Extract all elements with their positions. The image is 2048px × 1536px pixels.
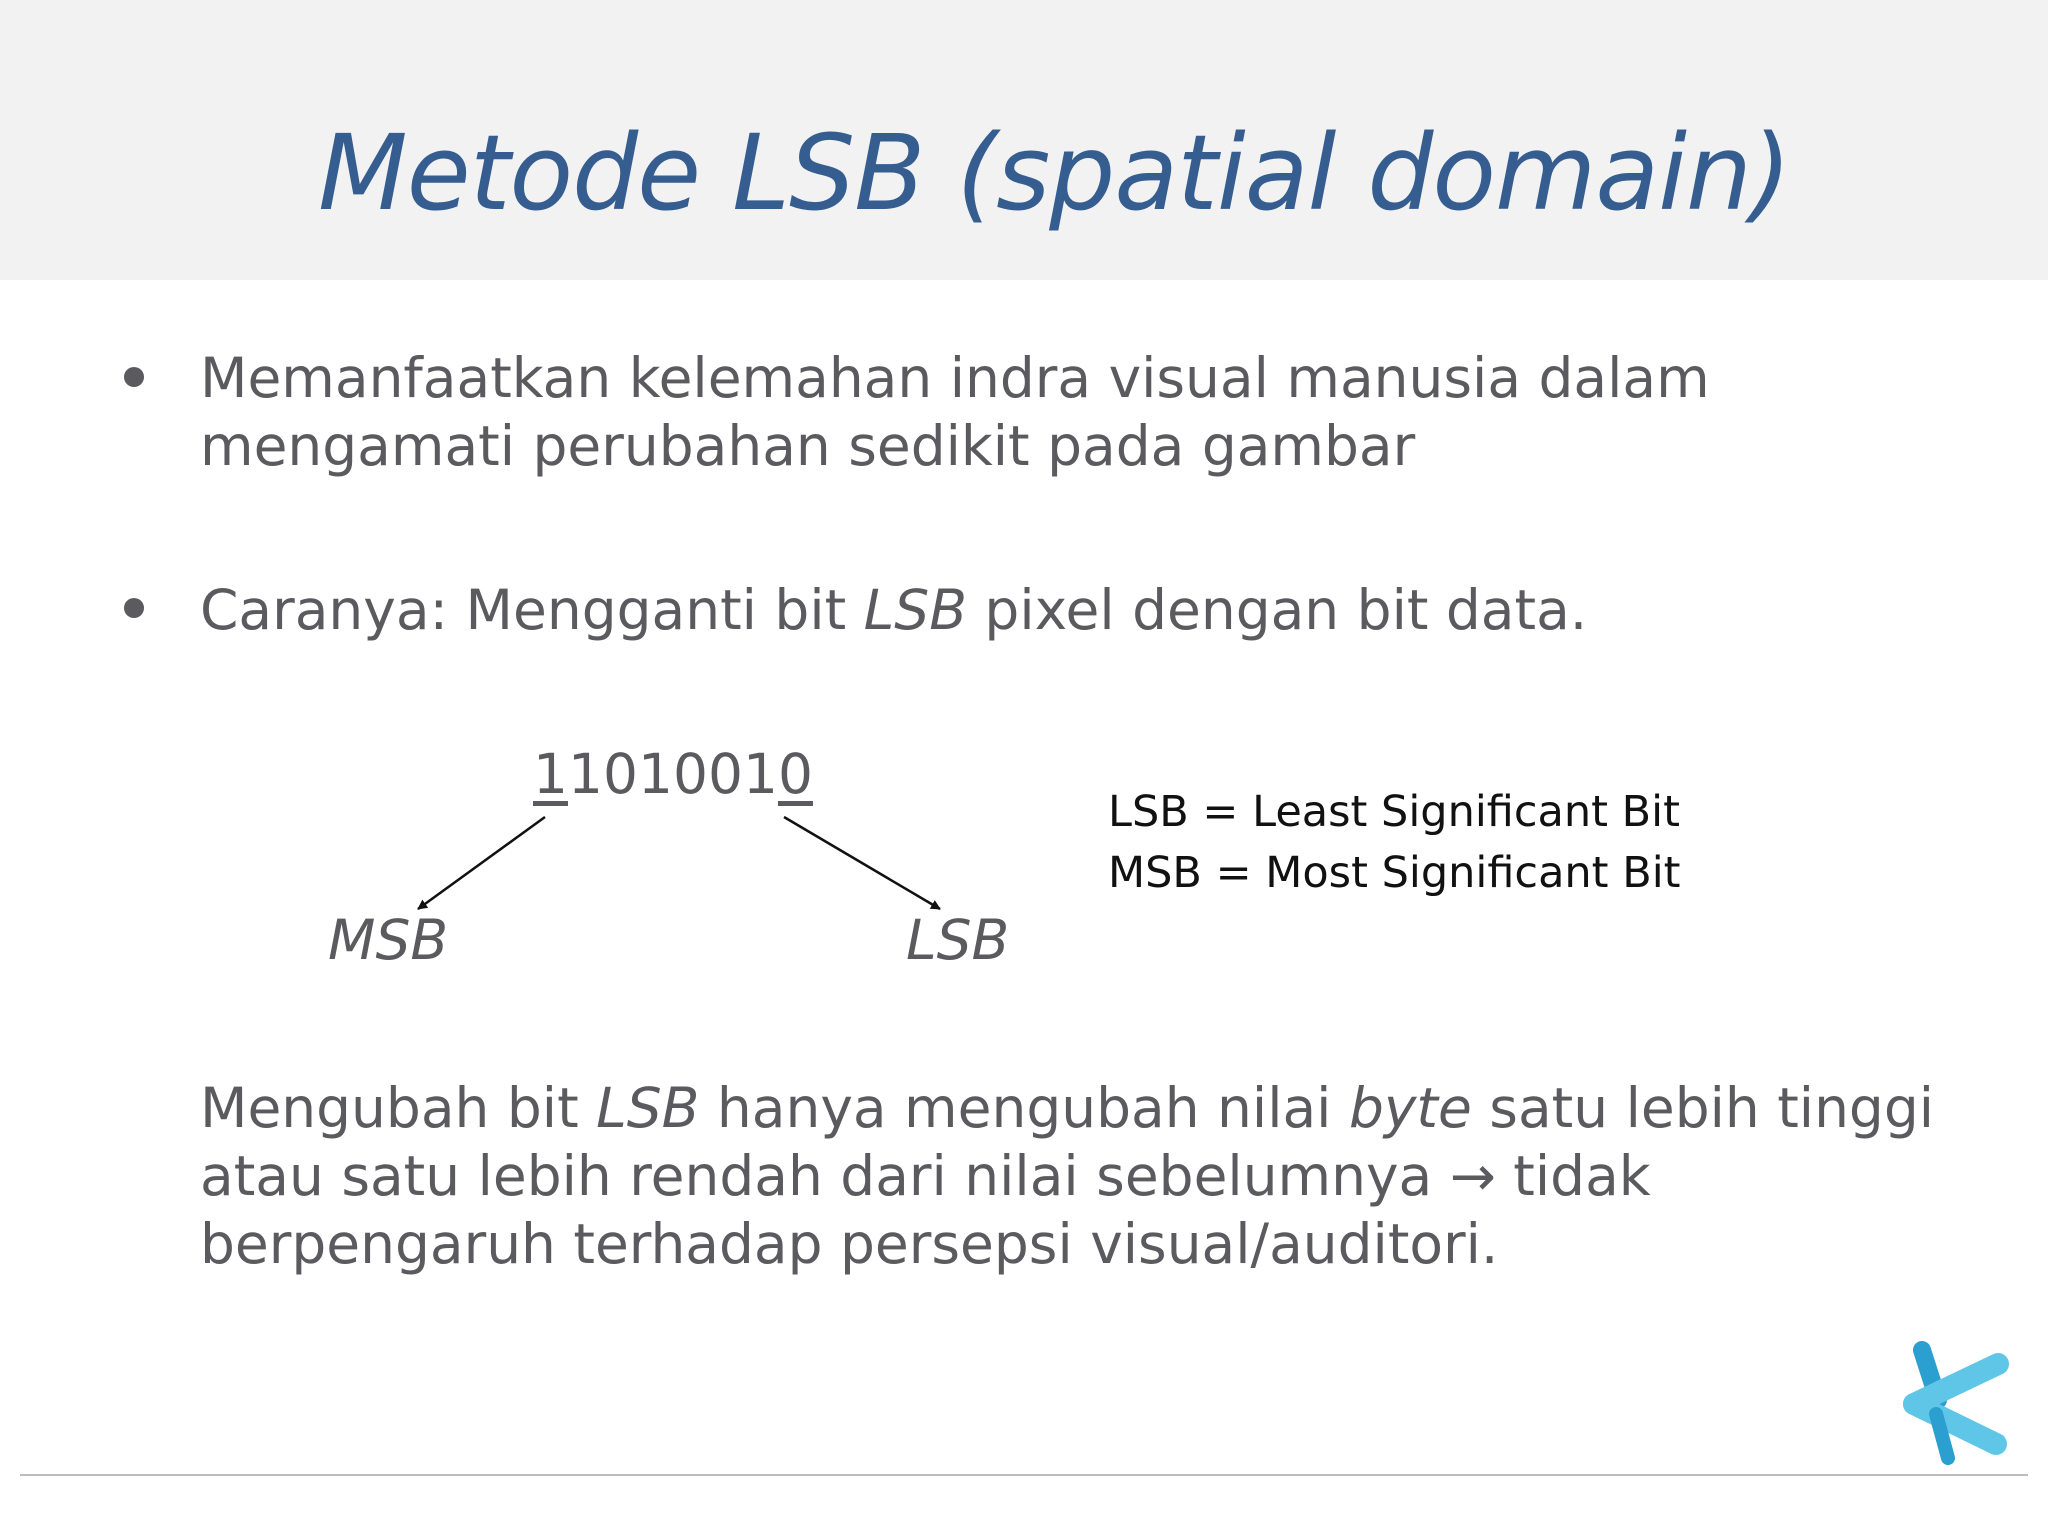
legend	[1108, 782, 1681, 904]
right-arrow-icon: →	[1449, 1144, 1496, 1208]
slide-title: Metode LSB (spatial domain)	[318, 112, 1791, 234]
msb-arrow	[418, 817, 545, 909]
msb-label: MSB	[328, 908, 449, 972]
note-part-4: tidak berpengaruh terhadap persepsi visual/auditori.	[200, 1144, 1651, 1276]
note-part-1: Mengubah bit	[200, 1076, 597, 1140]
note-italic-1: LSB	[596, 1076, 700, 1140]
bullet-2-suffix: pixel dengan bit data.	[966, 578, 1588, 642]
binary-lsb-digit: 0	[777, 742, 813, 806]
footer-divider	[20, 1474, 2028, 1476]
note-part-3: satu lebih tinggi atau satu lebih rendah dari nilai sebelumnya	[200, 1076, 1935, 1208]
note-part-2: hanya mengubah nilai	[699, 1076, 1349, 1140]
k-logo-icon	[1896, 1334, 2012, 1470]
note-italic-2: byte	[1348, 1076, 1472, 1140]
binary-msb-digit: 1	[533, 742, 568, 806]
binary-middle-digits: 101001	[568, 742, 778, 806]
lsb-label: LSB	[906, 908, 1010, 972]
legend-lsb: LSB = Least Significant Bit	[1108, 787, 1680, 837]
note-paragraph	[200, 1074, 2000, 1278]
bullet-text-1: Memanfaatkan kelemahan indra visual manusia dalam mengamati perubahan sedikit pada gambar	[200, 346, 1710, 478]
legend-msb: MSB = Most Significant Bit	[1108, 848, 1681, 898]
lsb-arrow	[784, 817, 940, 909]
bullet-2-prefix: Caranya: Mengganti bit	[200, 578, 864, 642]
bullet-2-italic: LSB	[863, 578, 967, 642]
